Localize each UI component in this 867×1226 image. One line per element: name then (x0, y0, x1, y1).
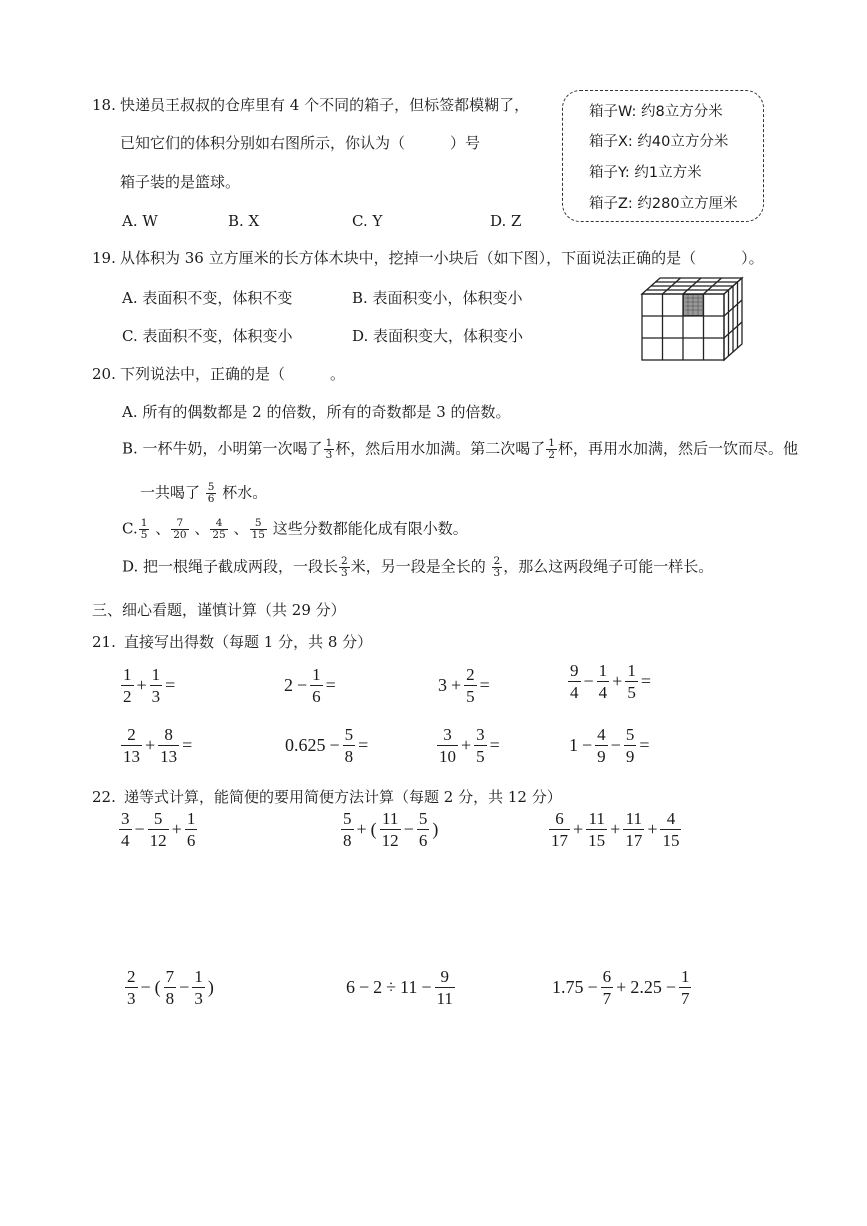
q19-number: 19. (92, 249, 116, 267)
q21-text: 直接写出得数（每题 1 分，共 8 分） (124, 633, 373, 651)
fraction-1-2: $\frac{1}{2}$ (548, 437, 555, 461)
q18-number: 18. (92, 96, 116, 114)
box-w-label: 箱子W: 约8立方分米 (589, 104, 723, 120)
q21-expr-5: $\frac{2}{13}$ + $\frac{8}{13}$ = (123, 725, 193, 766)
box-x-label: 箱子X: 约40立方分米 (589, 134, 729, 150)
fraction-5-6: $\frac{5}{6}$ (207, 481, 215, 505)
q21-expr-1: $\frac{1}{2}$ + $\frac{1}{3}$ = (123, 665, 176, 706)
q22-expr-6: 1.75 − $\frac{6}{7}$ + 2.25 − $\frac{1}{7}$ (552, 967, 690, 1008)
q22-expr-5: 6 − 2 ÷ 11 − $\frac{9}{11}$ (346, 967, 453, 1008)
q20-b-text-3: 杯，再用水加满，然后一饮而尽。他 (557, 439, 798, 458)
q22-expr-2: $\frac{5}{8}$ + ( $\frac{11}{12}$ − $\frac{5}{6}$ ) (343, 809, 439, 850)
q18-option-a[interactable]: A. W (122, 212, 158, 230)
q20-option-c[interactable]: C. $\frac{1}{5}$ 、 $\frac{7}{20}$ 、 $\frac{4}{25}$ 、 $\frac{5}{15}$ 这些分数都能化成有限小数。 (122, 517, 468, 541)
q21-expr-8: 1 − $\frac{4}{9}$ − $\frac{5}{9}$ = (569, 725, 650, 766)
box-z-label: 箱子Z: 约280立方厘米 (589, 196, 738, 212)
q21-expr-2: 2 − $\frac{1}{6}$ = (284, 665, 336, 706)
q19-option-c[interactable]: C. 表面积不变，体积变小 (122, 327, 293, 345)
q18-option-c[interactable]: C. Y (352, 212, 383, 230)
q20-text: 下列说法中，正确的是（ 。 (120, 365, 346, 383)
q19-text: 从体积为 36 立方厘米的长方体木块中，挖掉一小块后（如下图），下面说法正确的是（ ）。 (120, 249, 764, 267)
q21-expr-6: 0.625 − $\frac{5}{8}$ = (285, 725, 369, 766)
q19-option-a[interactable]: A. 表面积不变，体积不变 (122, 289, 293, 307)
fraction-5-15: $\frac{5}{15}$ (251, 517, 265, 541)
q21-expr-3: 3 + $\frac{2}{5}$ = (438, 665, 490, 706)
q22-number: 22. (92, 788, 116, 806)
q19-option-b[interactable]: B. 表面积变小，体积变小 (352, 289, 523, 307)
fraction-1-3: $\frac{1}{3}$ (325, 437, 333, 461)
q19-option-d[interactable]: D. 表面积变大，体积变小 (352, 327, 524, 345)
q20-option-b[interactable] (122, 438, 798, 461)
cuboid-figure (640, 276, 750, 362)
q20-b-text-2: 杯，然后用水加满。第二次喝了 (335, 439, 546, 458)
q20-option-a[interactable]: A. 所有的偶数都是 2 的倍数，所有的奇数都是 3 的倍数。 (122, 403, 511, 421)
fraction-4-25: $\frac{4}{25}$ (212, 517, 226, 541)
q22-expr-3: $\frac{6}{17}$ + $\frac{11}{15}$ + $\frac{11}{17}$ + $\frac{4}{15}$ (551, 809, 680, 850)
q18-option-b[interactable]: B. X (228, 212, 260, 230)
q18-line1: 快递员王叔叔的仓库里有 4 个不同的箱子，但标签都模糊了， (120, 96, 530, 114)
fraction-2-3-b: $\frac{2}{3}$ (493, 555, 501, 579)
q20-option-d[interactable]: D. 把一根绳子截成两段，一段长 $\frac{2}{3}$ 米，另一段是全长的 $\frac{2}{3}$ ，那么这两段绳子可能一样长。 (122, 555, 714, 579)
fraction-1-5: $\frac{1}{5}$ (140, 517, 148, 541)
q21-expr-7: $\frac{3}{10}$ + $\frac{3}{5}$ = (439, 725, 500, 766)
q18-option-d[interactable]: D. Z (490, 212, 522, 230)
q22-expr-1: $\frac{3}{4}$ − $\frac{5}{12}$ + $\frac{1}{6}$ (121, 809, 196, 850)
box-y-label: 箱子Y: 约1立方米 (589, 165, 702, 181)
q20-b-text-1: B. 一杯牛奶，小明第一次喝了 (122, 439, 323, 458)
q22-text: 递等式计算，能简便的要用简便方法计算（每题 2 分，共 12 分） (124, 788, 562, 806)
q18-line3: 箱子装的是篮球。 (120, 173, 241, 191)
box-volume-panel (562, 90, 764, 222)
q20-number: 20. (92, 365, 116, 383)
fraction-7-20: $\frac{7}{20}$ (173, 517, 187, 541)
q22-expr-4: $\frac{2}{3}$ − ( $\frac{7}{8}$ − $\frac{1}{3}$ ) (127, 967, 214, 1008)
q21-expr-4: $\frac{9}{4}$ − $\frac{1}{4}$ + $\frac{1}{5}$ = (570, 661, 651, 702)
q21-number: 21. (92, 633, 116, 651)
q18-line2: 已知它们的体积分别如右图所示，你认为（ ）号 (120, 134, 481, 152)
fraction-2-3-a: $\frac{2}{3}$ (341, 555, 348, 579)
section-3-heading: 三、细心看题，谨慎计算（共 29 分） (92, 601, 346, 619)
q20-option-b-line2: 一共喝了 $\frac{5}{6}$ 杯水。 (140, 481, 268, 505)
